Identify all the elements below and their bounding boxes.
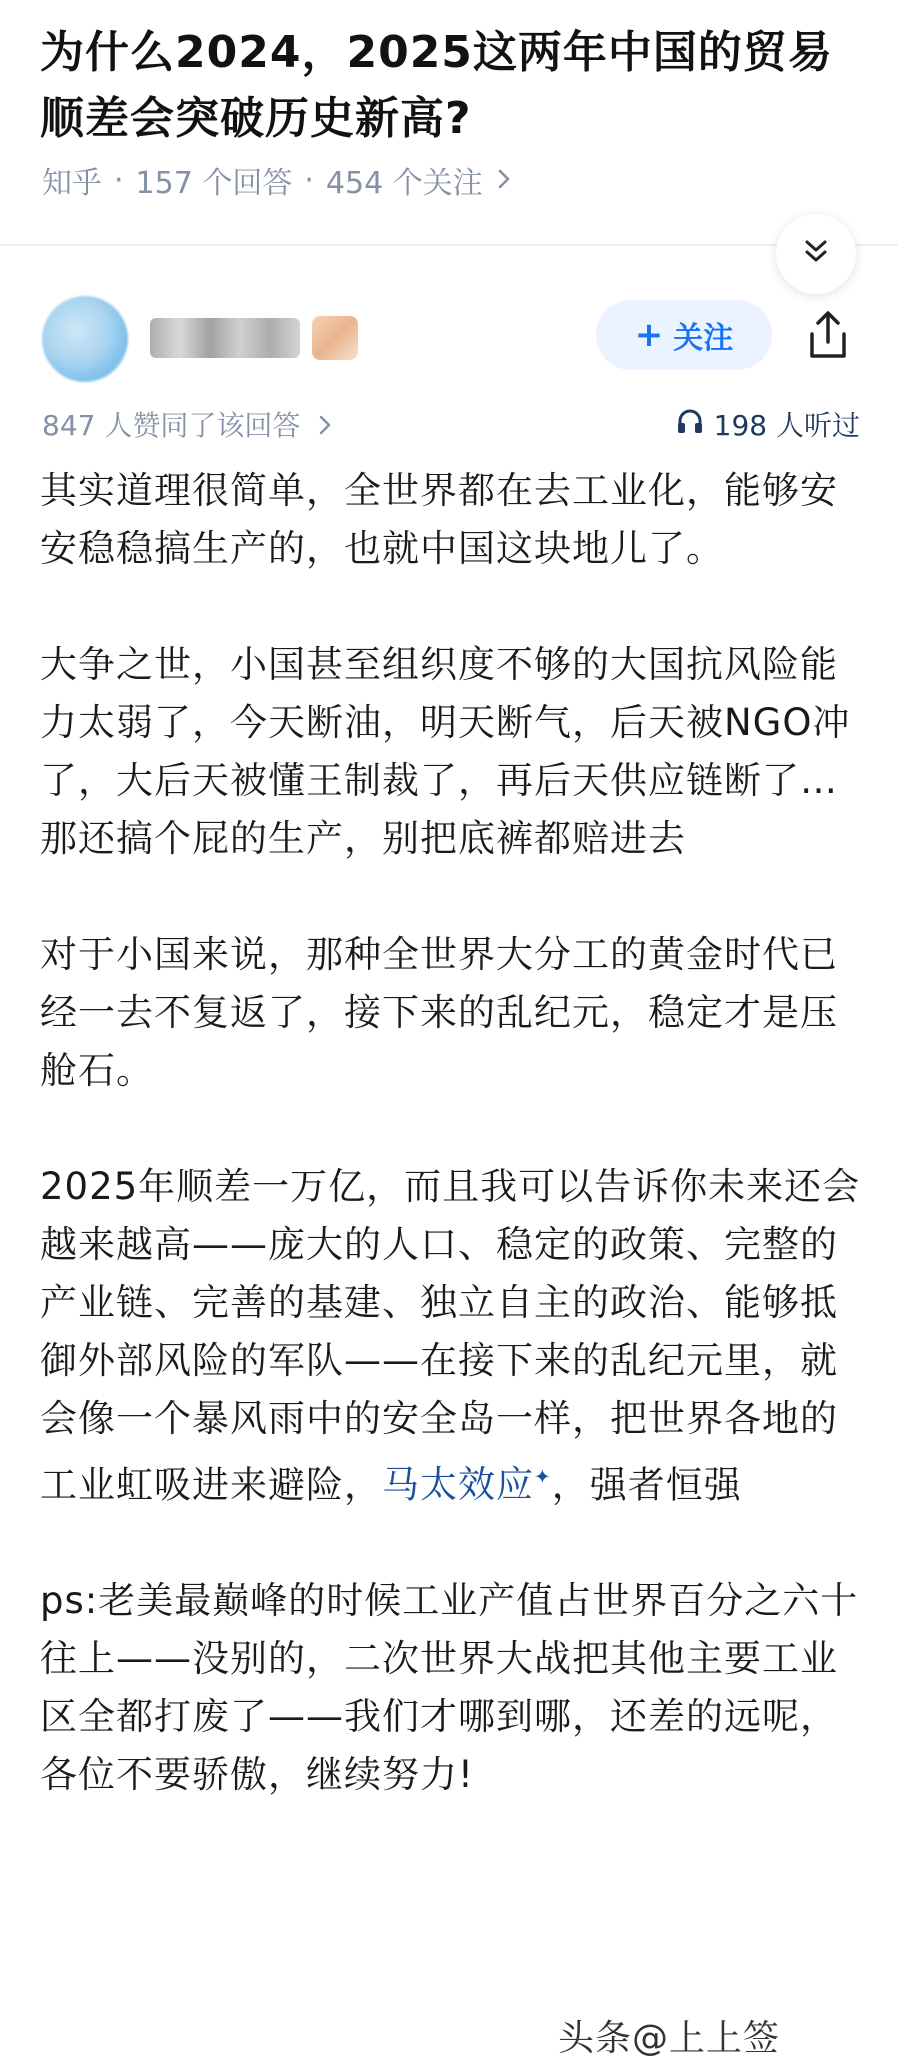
answer-paragraph-4 [40,1158,862,1514]
divider [0,244,898,246]
answer-stats [40,404,860,448]
meta-separator: · [304,162,314,198]
question-title[interactable]: 为什么2024，2025这两年中国的贸易顺差会突破历史新高? [40,27,833,144]
follow-button[interactable] [596,300,772,370]
follow-label: 关注 [673,321,734,356]
paragraph-4-text: 2025年顺差一万亿，而且我可以告诉你未来还会越来越高——庞大的人口、稳定的政策、完整的产业链、完善的基建、独立自主的政治、能够抵御外部风险的军队——在接下来的乱纪元里，就会像一个暴风雨中的安全岛一样，把世界各地的工业虹吸进来避险， [40,1165,861,1507]
chevron-right-icon [319,409,331,442]
question-meta[interactable] [42,158,511,202]
meta-separator: · [114,162,124,198]
author-row [0,280,898,390]
watermark: 头条@上上签 [558,2018,781,2059]
answer-paragraph-2: 大争之世，小国甚至组织度不够的大国抗风险能力太弱了，今天断油，明天断气，后天被NGO冲了，大后天被懂王制裁了，再后天供应链断了…那还搞个屁的生产，别把底裤都赔进去 [40,643,851,860]
share-icon[interactable] [800,308,856,364]
likes-text: 847 人赞同了该回答 [42,409,301,442]
answer-paragraph-1: 其实道理很简单，全世界都在去工业化，能够安安稳稳搞生产的，也就中国这块地儿了。 [40,469,838,570]
author-badge [312,316,358,360]
answer-count: 157 个回答 [135,166,293,201]
headphone-icon [676,407,704,442]
paragraph-4-tail: ，强者恒强 [551,1463,742,1507]
chevron-right-icon [497,163,511,198]
answer-paragraph-3: 对于小国来说，那种全世界大分工的黄金时代已经一去不复返了，接下来的乱纪元，稳定才是压舱石。 [40,933,838,1092]
sparkle-icon: ✦ [534,1465,552,1489]
likes-link[interactable] [42,404,331,444]
answer-paragraph-5: ps:老美最巅峰的时候工业产值占世界百分之六十往上——没别的，二次世界大战把其他主要工业区全都打废了——我们才哪到哪，还差的远呢，各位不要骄傲，继续努力! [40,1579,859,1797]
question-header [0,0,898,240]
matthew-effect-link[interactable] [382,1463,552,1506]
avatar[interactable] [42,296,128,382]
follower-count: 454 个关注 [325,166,483,201]
matthew-effect-label: 马太效应 [382,1463,534,1507]
double-chevron-down-icon [801,237,831,271]
source-label: 知乎 [42,166,102,201]
plus-icon: + [634,315,664,355]
listeners-text: 198 人听过 [713,409,860,442]
answer-body [40,462,862,1862]
listeners-link[interactable] [676,404,860,444]
author-name[interactable] [150,318,300,358]
